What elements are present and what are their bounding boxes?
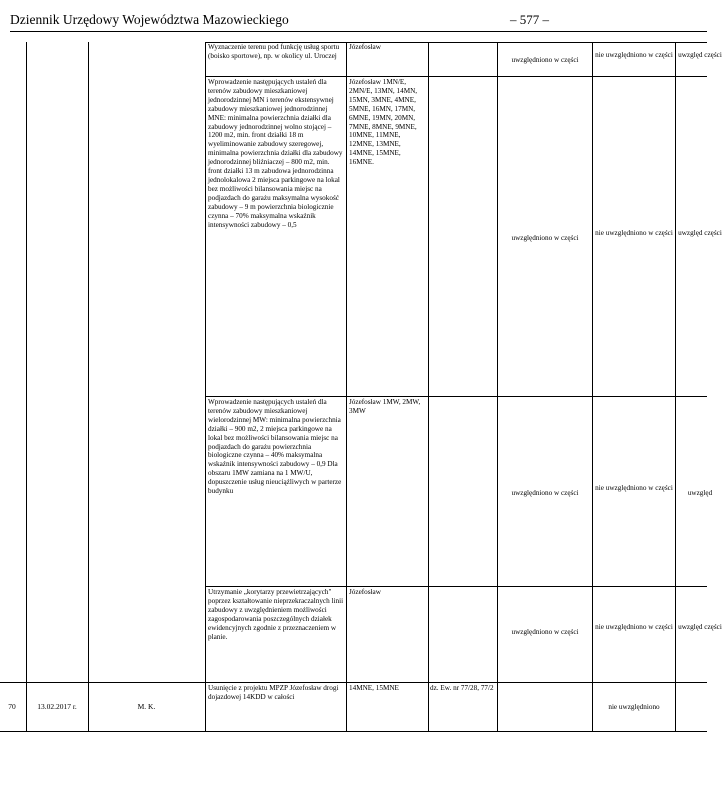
row-description: Utrzymanie „korytarzy przewietrzających" poprzez kształtowanie nieprzekraczalnych linii zabudowy z uwzględnieniem możliwości zagospodarowania poszczególnych działek ewidencyjnych zgodnie z przeznaczeniem w planie. bbox=[208, 588, 344, 641]
row-area: 14MNE, 15MNE bbox=[349, 684, 399, 692]
row-line bbox=[205, 76, 707, 77]
decision-column-c: uwzględ części bbox=[678, 229, 722, 237]
journal-title: Dziennik Urzędowy Województwa Mazowieckiego bbox=[10, 12, 289, 27]
decision-column-a: uwzględniono w części bbox=[511, 489, 579, 497]
column-line bbox=[88, 42, 89, 731]
row-description: Wyznaczenie terenu pod funkcję usług sportu (boisko sportowe), np. w okolicy ul. Uroczej bbox=[208, 43, 340, 60]
decision-column-b: nie uwzględniono w części bbox=[595, 484, 673, 492]
row-line bbox=[0, 731, 707, 732]
row-area: Józefosław 1MN/E, 2MN/E, 13MN, 14MN, 15MN, 3MNE, 4MNE, 5MNE, 16MN, 17MN, 6MNE, 19MN, 20MN, 7MNE, 8MNE, 9MNE, 10MNE, 11MNE, 12MNE, 13MNE, 14MNE, 15MNE, 16MNE. bbox=[349, 78, 418, 167]
decision-column-a: uwzględniono w części bbox=[511, 628, 579, 636]
decision-column-b: nie uwzględniono w części bbox=[595, 229, 673, 237]
row-line bbox=[205, 396, 707, 397]
decision-column-b: nie uwzględniono bbox=[608, 703, 660, 711]
row-description: Wprowadzenie następujących ustaleń dla terenów zabudowy mieszkaniowej jednorodzinnej MN i terenów ekstensywnej zabudowy mieszkaniowej jednorodzinnej MNE: minimalna powierzchnia działki dla zabudowy jednorodzinnej wolno stojącej – 1200 m2, min. front działki 18 m wyeliminowanie zabudowy szeregowej, minimalna powierzchnia działki dla zabudowy jednorodzinnej bliźniaczej – 800 m2, min. front działki 13 m zabudowa jednorodzinna jednolokalowa 2 miejsca parkingowe na lokal bez możliwości bilansowania miejsc na podjazdach do garażu maksymalna wysokość zabudowy – 9 m powierzchnia biologicznie czynna – 70% maksymalna wskaźnik intensywności zabudowy – 0,5 bbox=[208, 78, 343, 229]
row-area: Józefosław bbox=[349, 43, 381, 51]
row-line bbox=[205, 586, 707, 587]
decision-column-c: uwzględ bbox=[687, 489, 713, 497]
decision-column-a: uwzględniono w części bbox=[511, 234, 579, 242]
column-line bbox=[26, 42, 27, 731]
decision-column-a: uwzględniono w części bbox=[511, 56, 579, 64]
row-author: M. K. bbox=[137, 702, 156, 711]
row-description: Wprowadzenie następujących ustaleń dla terenów zabudowy mieszkaniowej wielorodzinnej MW: minimalna powierzchnia działki – 900 m2, 2 miejsca parkingowe na lokal bez możliwości bilansowania miejsc na podjazdach do garażu powierzchnia biologiczne czynna – 40% maksymalna wskaźnik intensywności zabudowy – 0,9 Dla obszaru 1MW zamiana na 1 MW/U, dopuszczenie usług nieuciążliwych w parterze budynku bbox=[208, 398, 342, 496]
column-line bbox=[592, 42, 593, 731]
decision-column-c: uwzględ części bbox=[678, 51, 722, 59]
row-lp: 70 bbox=[8, 702, 16, 711]
column-line bbox=[346, 42, 347, 731]
column-line bbox=[675, 42, 676, 731]
row-line bbox=[0, 682, 707, 683]
column-line bbox=[497, 42, 498, 731]
decision-column-b: nie uwzględniono w części bbox=[595, 623, 673, 631]
column-line bbox=[205, 42, 206, 731]
column-line bbox=[428, 42, 429, 731]
row-area: Józefosław 1MW, 2MW, 3MW bbox=[349, 398, 421, 415]
row-date: 13.02.2017 r. bbox=[37, 702, 77, 711]
decision-column-b: nie uwzględniono w części bbox=[595, 51, 673, 59]
page-number: – 577 – bbox=[510, 12, 549, 27]
decision-column-c: uwzględ części bbox=[678, 623, 722, 631]
row-parcels: dz. Ew. nr 77/28, 77/2 bbox=[430, 684, 494, 692]
row-description: Usunięcie z projektu MPZP Józefosław drogi dojazdowej 14KDD w całości bbox=[208, 684, 339, 701]
row-area: Józefosław bbox=[349, 588, 381, 596]
